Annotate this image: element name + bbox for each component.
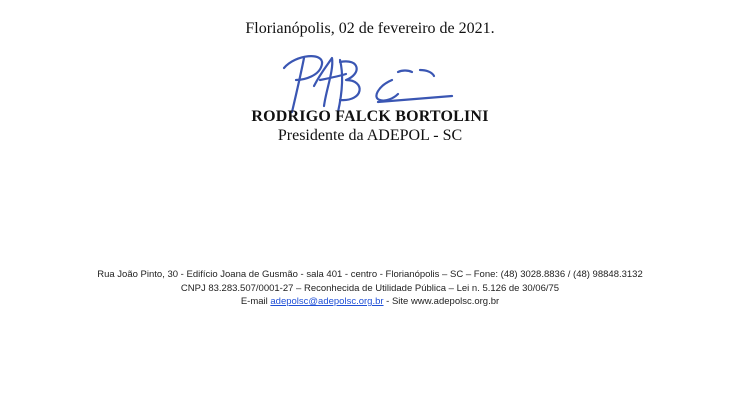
site-text: - Site www.adepolsc.org.br (383, 296, 500, 307)
signature-stroke-dash-1 (398, 71, 412, 73)
email-link[interactable]: adepolsc@adepolsc.org.br (270, 296, 384, 307)
signer-role: Presidente da ADEPOL - SC (277, 127, 463, 144)
signature-stroke-f (314, 58, 332, 106)
signature-stroke-p (292, 58, 304, 112)
footer-contact (0, 295, 740, 309)
signature-stroke-c (376, 80, 398, 101)
signer-name: RODRIGO FALCK BORTOLINI (251, 108, 489, 125)
signature-stroke-dash-2 (420, 70, 434, 76)
date-line: Florianópolis, 02 de fevereiro de 2021. (245, 20, 495, 37)
email-label: E-mail (240, 296, 271, 307)
letterhead-footer (0, 268, 740, 309)
signature-stroke-b (338, 60, 342, 112)
footer-registry: CNPJ 83.283.507/0001-27 – Reconhecida de Utilidade Pública – Lei n. 5.126 de 30/06/75 (180, 282, 560, 294)
footer-address: Rua João Pinto, 30 - Edifício Joana de Gusmão - sala 401 - centro - Florianópolis – SC – Fone: (48) 3028.8836 / (48) 98848.3132 (97, 269, 643, 280)
